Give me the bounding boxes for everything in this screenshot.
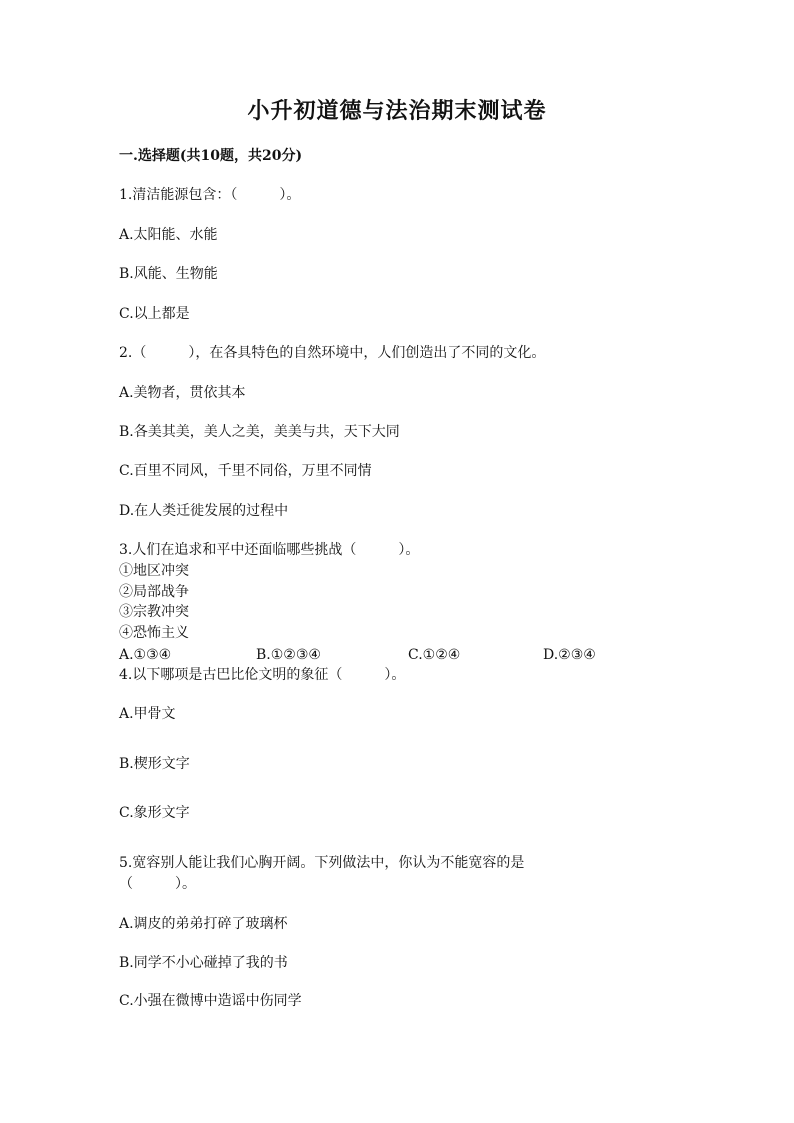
question-2-option-c: C.百里不同风，千里不同俗，万里不同情: [119, 463, 372, 479]
question-2-option-a: A.美物者，贯依其本: [119, 385, 246, 401]
question-3-item-3: ③宗教冲突: [119, 604, 189, 620]
question-4-option-a: A.甲骨文: [119, 706, 176, 722]
question-1-option-c: C.以上都是: [119, 306, 190, 322]
question-3-item-1: ①地区冲突: [119, 563, 189, 579]
question-4-stem: 4.以下哪项是古巴比伦文明的象征（ ）。: [119, 667, 406, 683]
question-1-stem: 1.清洁能源包含：（ ）。: [119, 187, 301, 203]
question-5-option-b: B.同学不小心碰掉了我的书: [119, 955, 288, 971]
question-1-option-b: B.风能、生物能: [119, 266, 218, 282]
question-5-stem-line-1: 5.宽容别人能让我们心胸开阔。下列做法中，你认为不能宽容的是: [119, 855, 525, 871]
page-title: 小升初道德与法治期末测试卷: [247, 98, 547, 124]
question-3-option-d: D.②③④: [543, 647, 596, 663]
question-2-option-d: D.在人类迁徙发展的过程中: [119, 503, 289, 519]
question-5-option-a: A.调皮的弟弟打碎了玻璃杯: [119, 916, 288, 932]
question-2-stem: 2.（ ），在各具特色的自然环境中，人们创造出了不同的文化。: [119, 345, 546, 361]
question-4-option-c: C.象形文字: [119, 805, 190, 821]
question-5-stem-line-2: （ ）。: [119, 876, 196, 892]
question-3-option-c: C.①②④: [408, 647, 461, 663]
question-5-option-c: C.小强在微博中造谣中伤同学: [119, 993, 302, 1009]
question-3-item-4: ④恐怖主义: [119, 625, 189, 641]
question-3-option-b: B.①②③④: [256, 647, 321, 663]
question-3-item-2: ②局部战争: [119, 584, 189, 600]
question-2-option-b: B.各美其美，美人之美，美美与共，天下大同: [119, 424, 400, 440]
question-4-option-b: B.楔形文字: [119, 756, 190, 772]
section-heading: 一.选择题(共10题，共20分): [119, 148, 303, 164]
question-3-option-a: A.①③④: [119, 647, 172, 663]
question-1-option-a: A.太阳能、水能: [119, 227, 218, 243]
question-3-stem: 3.人们在追求和平中还面临哪些挑战（ ）。: [119, 542, 420, 558]
